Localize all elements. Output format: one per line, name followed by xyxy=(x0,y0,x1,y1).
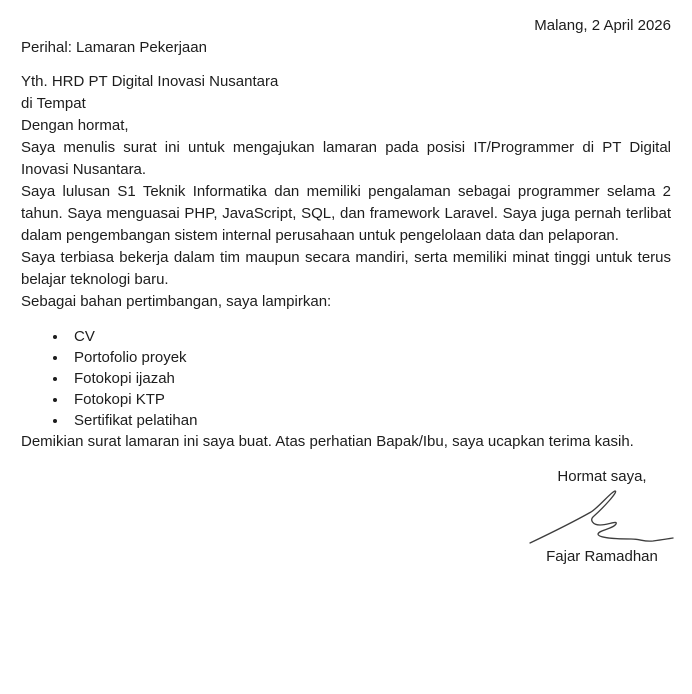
closing-paragraph: Demikian surat lamaran ini saya buat. Atas perhatian Bapak/Ibu, saya ucapkan terima kasih. xyxy=(21,433,634,450)
recipient-address: di Tempat xyxy=(21,95,86,112)
paragraph-soft-skills: Saya terbiasa bekerja dalam tim maupun secara mandiri, serta memiliki minat tinggi untuk terus belajar teknologi baru. xyxy=(21,249,671,288)
recipient-name: Yth. HRD PT Digital Inovasi Nusantara xyxy=(21,73,279,90)
signature-name: Fajar Ramadhan xyxy=(546,548,658,565)
list-item: • Sertifikat pelatihan xyxy=(68,410,671,431)
paragraph-opening: Saya menulis surat ini untuk mengajukan lamaran pada posisi IT/Programmer di PT Digital Inovasi Nusantara. xyxy=(21,139,671,178)
paragraph-qualifications: Saya lulusan S1 Teknik Informatika dan memiliki pengalaman sebagai programmer selama 2 tahun. Saya menguasai PHP, JavaScript, SQL, dan framework Laravel. Saya juga pernah terlibat dalam pengembangan sistem internal perusahaan untuk pengelolaan data dan pelaporan. xyxy=(21,183,671,244)
salutation: Dengan hormat, xyxy=(21,117,129,134)
list-item: • CV xyxy=(68,326,671,347)
recipient-block xyxy=(21,71,671,115)
signoff: Hormat saya, xyxy=(557,468,647,485)
signature-scribble-icon xyxy=(527,488,677,546)
attachments-intro: Sebagai bahan pertimbangan, saya lampirkan: xyxy=(21,293,332,310)
attachments-list xyxy=(21,326,671,431)
signature-block xyxy=(517,466,687,568)
subject-line: Perihal: Lamaran Pekerjaan xyxy=(21,39,207,56)
list-item: • Portofolio proyek xyxy=(68,347,671,368)
list-item: • Fotokopi KTP xyxy=(68,389,671,410)
list-item: • Fotokopi ijazah xyxy=(68,368,671,389)
date-line: Malang, 2 April 2026 xyxy=(534,17,671,34)
